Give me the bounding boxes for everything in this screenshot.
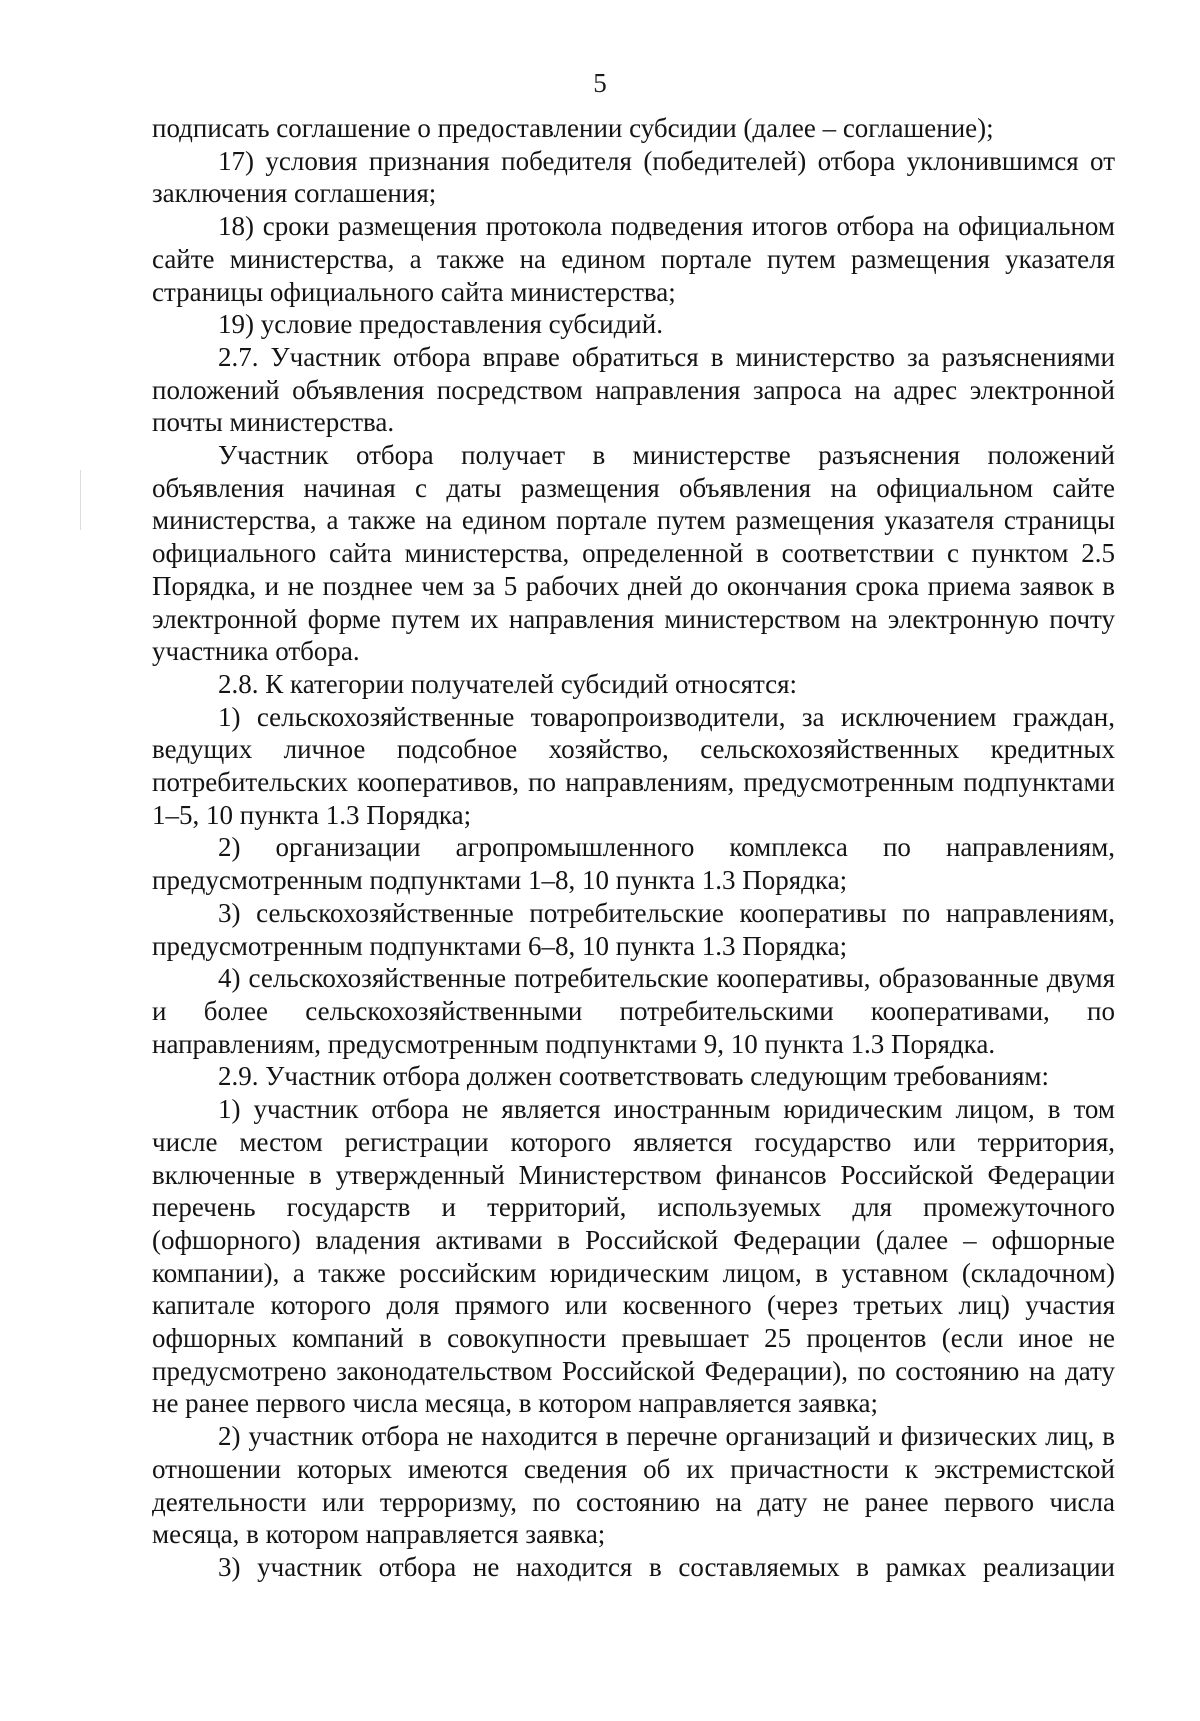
page-number: 5	[593, 68, 607, 98]
paragraph-item-18: 18) сроки размещения протокола подведения итогов отбора на официальном сайте министерства, а также на едином портале путем размещения указателя страницы официального сайта министерства;	[152, 211, 1115, 307]
paragraph-2-9: 2.9. Участник отбора должен соответствовать следующим требованиям:	[218, 1061, 1049, 1092]
paragraph-2-8-item-3: 3) сельскохозяйственные потребительские кооперативы по направлениям, предусмотренным подпунктами 6–8, 10 пункта 1.3 Порядка;	[152, 897, 1115, 961]
paragraph-2-9-item-3: 3) участник отбора не находится в составляемых в рамках реализации	[218, 1551, 1115, 1582]
paragraph-2-9-item-1: 1) участник отбора не является иностранным юридическим лицом, в том числе местом регистрации которого является государство или территория, включенные в утвержденный Министерством финансов Российской Федерации перечень государств и территорий, используемых для промежуточного (офшорного) владения активами в Российской Федерации (далее – офшорные компании), а также российским юридическим лицом, в уставном (складочном) капитале которого доля прямого или косвенного (через третьих лиц) участия офшорных компаний в совокупности превышает 25 процентов (если иное не предусмотрено законодательством Российской Федерации), по состоянию на дату не ранее первого числа месяца, в котором направляется заявка;	[152, 1094, 1115, 1419]
paragraph-2-7: 2.7. Участник отбора вправе обратиться в министерство за разъяснениями положений объявления посредством направления запроса на адрес электронной почты министерства.	[152, 341, 1115, 438]
paragraph-2-8-item-1: 1) сельскохозяйственные товаропроизводители, за исключением граждан, ведущих личное подсобное хозяйство, сельскохозяйственных кредитных потребительских кооперативов, по направлениям, предусмотренным подпунктами 1–5, 10 пункта 1.3 Порядка;	[152, 701, 1115, 830]
paragraph-2-9-item-2: 2) участник отбора не находится в перечне организаций и физических лиц, в отношении которых имеются сведения об их причастности к экстремистской деятельности или терроризму, по состоянию на дату не ранее первого числа месяца, в котором направляется заявка;	[152, 1421, 1115, 1550]
paragraph-clarifications: Участник отбора получает в министерстве разъяснения положений объявления начиная с даты размещения объявления на официальном сайте министерства, а также на едином портале путем размещения указателя страницы официального сайта министерства, определенной в соответствии с пунктом 2.5 Порядка, и не позднее чем за 5 рабочих дней до окончания срока приема заявок в электронной форме путем их направления министерством на электронную почту участника отбора.	[152, 440, 1115, 667]
paragraph-2-8-item-2: 2) организации агропромышленного комплекса по направлениям, предусмотренным подпунктами 1–8, 10 пункта 1.3 Порядка;	[152, 832, 1115, 896]
paragraph-item-17: 17) условия признания победителя (победителей) отбора уклонившимся от заключения соглашения;	[152, 145, 1115, 209]
paragraph-item-19: 19) условие предоставления субсидий.	[218, 309, 663, 340]
paragraph-continuation: подписать соглашение о предоставлении субсидии (далее – соглашение);	[152, 113, 994, 143]
paragraph-2-8-item-4: 4) сельскохозяйственные потребительские кооперативы, образованные двумя и более сельскохозяйственными потребительскими кооперативами, по направлениям, предусмотренным подпунктами 9, 10 пункта 1.3 Порядка.	[152, 963, 1115, 1059]
scan-margin-mark	[80, 470, 81, 530]
paragraph-2-8: 2.8. К категории получателей субсидий относятся:	[218, 668, 798, 699]
body-text	[152, 112, 1115, 1584]
